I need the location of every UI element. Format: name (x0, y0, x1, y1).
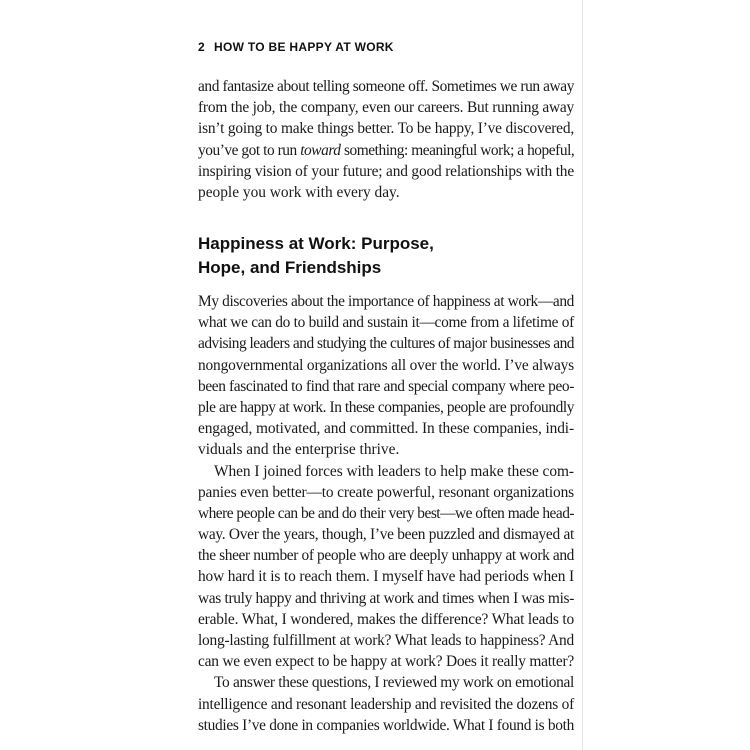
body-text (198, 291, 574, 736)
emphasis-word: toward (300, 141, 341, 159)
text-line: the sheer number of people who are deeply unhappy at work and (198, 547, 574, 565)
running-head-title: HOW TO BE HAPPY AT WORK (213, 40, 394, 54)
paragraph-2 (198, 461, 574, 673)
text-line: advising leaders and studying the cultures of major businesses and (198, 335, 574, 353)
text-line: was truly happy and thriving at work and times when I was mis- (198, 589, 574, 607)
text-line: engaged, motivated, and committed. In these companies, indi- (198, 420, 574, 438)
text-line: My discoveries about the importance of happiness at work—and (198, 293, 575, 310)
text-line: viduals and the enterprise thrive. (198, 441, 400, 459)
text-line: studies I’ve done in companies worldwide. What I found is both (198, 716, 574, 734)
text-line: intelligence and resonant leadership and revisited the dozens of (198, 695, 574, 713)
paragraph-3 (198, 672, 574, 736)
text-line: ple are happy at work. In these companies, people are profoundly (198, 398, 575, 416)
text-line: inspiring vision of your future; and good relationships with the (198, 162, 574, 180)
text-line: panies even better—to create powerful, resonant organizations (198, 483, 574, 501)
text-line: When I joined forces with leaders to help make these com- (214, 462, 575, 480)
text-line: isn’t going to make things better. To be happy, I’ve discovered, (198, 120, 575, 138)
text-fragment: you’ve got to run (198, 141, 301, 159)
text-line: people you work with every day. (198, 183, 400, 201)
section-heading (198, 232, 578, 280)
text-line: been fascinated to find that rare and special company where peo- (198, 377, 574, 395)
text-fragment: something: meaningful work; a hopeful, (340, 141, 575, 159)
section-heading-line: Happiness at Work: Purpose, (198, 234, 434, 253)
text-line: long-lasting fulfillment at work? What leads to happiness? And (198, 632, 575, 649)
text-line: and fantasize about telling someone off. Sometimes we run away (198, 78, 575, 95)
text-line: from the job, the company, even our careers. But running away (198, 99, 575, 117)
running-head (198, 40, 394, 54)
paragraph-1 (198, 291, 574, 461)
section-heading-line: Hope, and Friendships (198, 258, 382, 277)
text-line: erable. What, I wondered, makes the difference? What leads to (198, 610, 574, 628)
text-line: where people can be and do their very best—we often made head- (198, 504, 575, 522)
page-number: 2 (198, 40, 205, 54)
book-page (170, 0, 582, 750)
text-line: how hard it is to reach them. I myself have had periods when I (198, 568, 574, 586)
intro-paragraph (198, 76, 574, 203)
text-line: To answer these questions, I reviewed my work on emotional (214, 674, 574, 692)
text-line: can we even expect to be happy at work? Does it really matter? (198, 653, 574, 671)
text-line (198, 140, 574, 161)
text-line: nongovernmental organizations all over the world. I’ve always (198, 356, 575, 374)
page-edge (582, 0, 583, 750)
text-line: what we can do to build and sustain it—come from a lifetime of (198, 314, 574, 332)
text-line: way. Over the years, though, I’ve been puzzled and dismayed at (198, 526, 574, 544)
